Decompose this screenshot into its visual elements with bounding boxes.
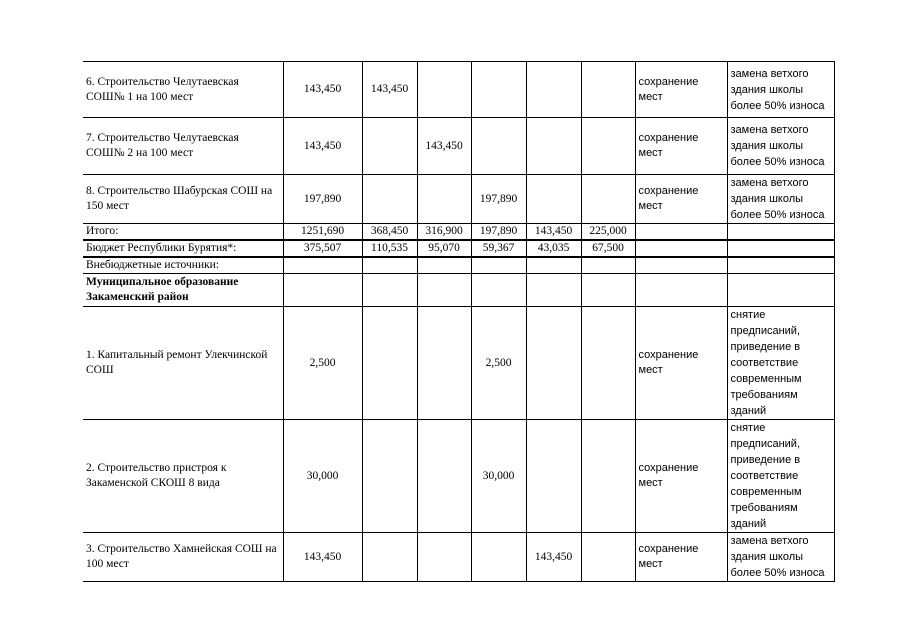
- reason-cell: замена ветхого здания школы более 50% износа: [727, 62, 834, 118]
- row-name: Итого:: [83, 224, 283, 241]
- year1-cell: [362, 175, 417, 224]
- row-name: Внебюджетные источники:: [83, 257, 283, 274]
- table-row: [83, 274, 834, 307]
- year3-cell: 30,000: [471, 420, 526, 533]
- year2-cell: [417, 175, 471, 224]
- year5-cell: [581, 118, 635, 175]
- year4-cell: [526, 118, 581, 175]
- year2-cell: [417, 257, 471, 274]
- year1-cell: 368,450: [362, 224, 417, 241]
- row-name: 6. Строительство Челутаевская СОШ№ 1 на 100 мест: [83, 62, 283, 118]
- year5-cell: [581, 62, 635, 118]
- table-row: [83, 257, 834, 274]
- year3-cell: [471, 257, 526, 274]
- row-name: 8. Строительство Шабурская СОШ на 150 мест: [83, 175, 283, 224]
- year1-cell: [362, 274, 417, 307]
- reason-cell: [727, 240, 834, 257]
- reason-cell: замена ветхого здания школы более 50% износа: [727, 118, 834, 175]
- effect-cell: [635, 224, 727, 241]
- table-row: [83, 420, 834, 533]
- effect-cell: [635, 257, 727, 274]
- table-row: [83, 307, 834, 420]
- table-row: [83, 118, 834, 175]
- year2-cell: [417, 62, 471, 118]
- effect-cell: сохранение мест: [635, 118, 727, 175]
- total-cell: 1251,690: [283, 224, 362, 241]
- year2-cell: [417, 533, 471, 582]
- section-heading: Муниципальное образование Закаменский район: [83, 274, 283, 307]
- year3-cell: [471, 118, 526, 175]
- table-row: [83, 62, 834, 118]
- year3-cell: [471, 62, 526, 118]
- year3-cell: [471, 274, 526, 307]
- total-cell: 143,450: [283, 62, 362, 118]
- reason-cell: [727, 257, 834, 274]
- year5-cell: [581, 257, 635, 274]
- year2-cell: 143,450: [417, 118, 471, 175]
- year4-cell: [526, 175, 581, 224]
- total-cell: [283, 257, 362, 274]
- year4-cell: 143,450: [526, 533, 581, 582]
- total-cell: [283, 274, 362, 307]
- year4-cell: [526, 274, 581, 307]
- effect-cell: сохранение мест: [635, 62, 727, 118]
- effect-cell: [635, 274, 727, 307]
- year4-cell: [526, 307, 581, 420]
- effect-cell: сохранение мест: [635, 175, 727, 224]
- year4-cell: [526, 62, 581, 118]
- effect-cell: сохранение мест: [635, 420, 727, 533]
- year3-cell: 2,500: [471, 307, 526, 420]
- year5-cell: 67,500: [581, 240, 635, 257]
- table-row: [83, 224, 834, 241]
- year1-cell: [362, 257, 417, 274]
- year4-cell: 43,035: [526, 240, 581, 257]
- year5-cell: 225,000: [581, 224, 635, 241]
- reason-cell: [727, 274, 834, 307]
- row-name: 7. Строительство Челутаевская СОШ№ 2 на 100 мест: [83, 118, 283, 175]
- year1-cell: [362, 307, 417, 420]
- reason-cell: замена ветхого здания школы более 50% износа: [727, 175, 834, 224]
- program-table: [83, 61, 835, 582]
- year4-cell: [526, 420, 581, 533]
- total-cell: 30,000: [283, 420, 362, 533]
- year1-cell: [362, 420, 417, 533]
- reason-cell: [727, 224, 834, 241]
- reason-cell: снятие предписаний, приведение в соответствие современным требованиям зданий: [727, 420, 834, 533]
- year2-cell: 95,070: [417, 240, 471, 257]
- year5-cell: [581, 420, 635, 533]
- year1-cell: [362, 118, 417, 175]
- year3-cell: [471, 533, 526, 582]
- year2-cell: [417, 420, 471, 533]
- year1-cell: 110,535: [362, 240, 417, 257]
- table-row: [83, 533, 834, 582]
- reason-cell: замена ветхого здания школы более 50% износа: [727, 533, 834, 582]
- year4-cell: [526, 257, 581, 274]
- row-name: 2. Строительство пристроя к Закаменской СКОШ 8 вида: [83, 420, 283, 533]
- row-name: 3. Строительство Хамнейская СОШ на 100 мест: [83, 533, 283, 582]
- year2-cell: [417, 307, 471, 420]
- effect-cell: [635, 240, 727, 257]
- year1-cell: [362, 533, 417, 582]
- row-name: 1. Капитальный ремонт Улекчинской СОШ: [83, 307, 283, 420]
- total-cell: 375,507: [283, 240, 362, 257]
- table-row: [83, 175, 834, 224]
- year5-cell: [581, 533, 635, 582]
- effect-cell: сохранение мест: [635, 307, 727, 420]
- year5-cell: [581, 274, 635, 307]
- row-name: Бюджет Республики Бурятия*:: [83, 240, 283, 257]
- year3-cell: 197,890: [471, 175, 526, 224]
- year3-cell: 59,367: [471, 240, 526, 257]
- year2-cell: [417, 274, 471, 307]
- total-cell: 2,500: [283, 307, 362, 420]
- year5-cell: [581, 175, 635, 224]
- reason-cell: снятие предписаний, приведение в соответствие современным требованиям зданий: [727, 307, 834, 420]
- year4-cell: 143,450: [526, 224, 581, 241]
- year3-cell: 197,890: [471, 224, 526, 241]
- year5-cell: [581, 307, 635, 420]
- year1-cell: 143,450: [362, 62, 417, 118]
- total-cell: 143,450: [283, 118, 362, 175]
- total-cell: 143,450: [283, 533, 362, 582]
- total-cell: 197,890: [283, 175, 362, 224]
- effect-cell: сохранение мест: [635, 533, 727, 582]
- year2-cell: 316,900: [417, 224, 471, 241]
- table-row: [83, 240, 834, 257]
